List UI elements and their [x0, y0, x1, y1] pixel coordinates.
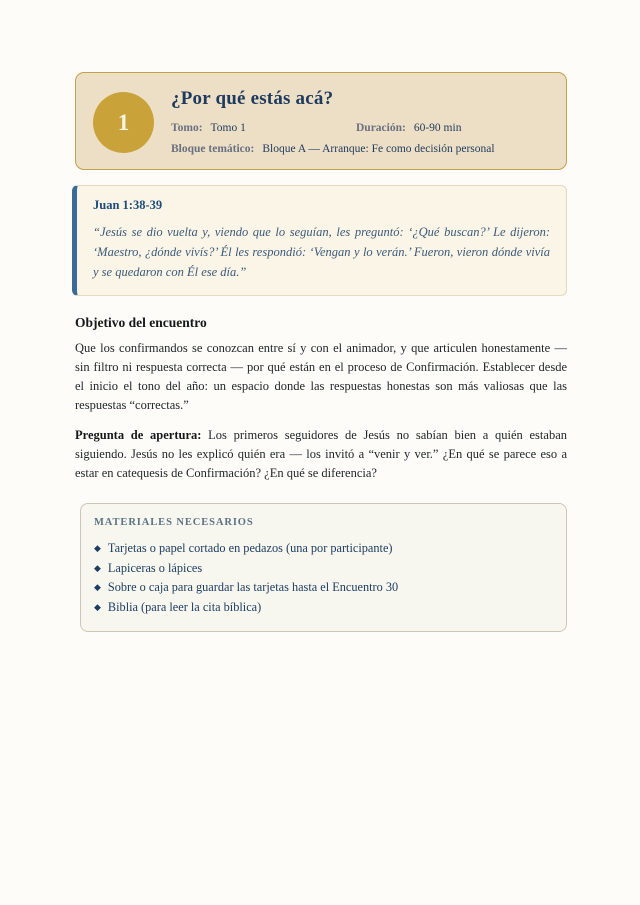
list-item	[94, 539, 550, 559]
scripture-quote-text: “Jesús se dio vuelta y, viendo que lo seguían, les preguntó: ‘¿Qué buscan?’ Le dijeron: ‘Maestro, ¿dónde vivís?’ Él les respondió: ‘Vengan y lo verán.’ Fueron, vieron dónde vivía y se quedaron con Él ese día.”	[93, 225, 550, 279]
meta-row-1	[171, 122, 548, 134]
diamond-bullet-icon: ◆	[94, 562, 101, 573]
materials-item-text: Lapiceras o lápices	[107, 560, 203, 575]
lesson-title: ¿Por qué estás acá?	[171, 88, 334, 109]
materials-item-text: Biblia (para leer la cita bíblica)	[107, 600, 262, 615]
list-item	[94, 578, 550, 598]
scripture-quote-box	[72, 185, 567, 296]
materials-heading: MATERIALES NECESARIOS	[94, 517, 254, 528]
bloque-label: Bloque temático:	[171, 143, 255, 155]
materials-item-text: Sobre o caja para guardar las tarjetas hasta el Encuentro 30	[107, 580, 399, 595]
lesson-number: 1	[117, 109, 130, 135]
opening-question-lead: Pregunta de apertura:	[75, 428, 202, 442]
opening-question-paragraph	[75, 426, 567, 483]
meta-tomo	[171, 122, 356, 134]
tomo-value: Tomo 1	[210, 122, 246, 134]
meta-row-2	[171, 143, 548, 155]
meta-duracion	[356, 122, 461, 134]
diamond-bullet-icon: ◆	[94, 602, 101, 613]
list-item	[94, 598, 550, 618]
list-item	[94, 559, 550, 579]
duracion-label: Duración:	[356, 122, 406, 134]
objective-body: Que los confirmandos se conozcan entre sí y con el animador, y que articulen honestamente — sin filtro ni respuesta correcta — por qué están en el proceso de Confirmación. Establecer desde el inicio el tono del año: un espacio donde las respuestas honestas son más valiosas que las respuestas “correctas.”	[75, 341, 567, 412]
scripture-reference: Juan 1:38-39	[93, 198, 163, 212]
objective-heading: Objetivo del encuentro	[75, 315, 207, 330]
opening-question-body: Los primeros seguidores de Jesús no sabían bien a quién estaban siguiendo. Jesús no les explicó quién era — los invitó a “venir y ver.” ¿En qué se parece eso a estar en catequesis de Confirmación? ¿En qué se diferencia?	[75, 428, 567, 480]
lesson-page	[75, 72, 567, 632]
bloque-value: Bloque A — Arranque: Fe como decisión personal	[262, 143, 495, 155]
materials-list	[94, 539, 550, 618]
duracion-value: 60-90 min	[413, 122, 462, 134]
lesson-number-badge	[93, 92, 154, 153]
lesson-header-card	[75, 72, 567, 170]
meta-bloque	[171, 143, 495, 155]
materials-item-text: Tarjetas o papel cortado en pedazos (una por participante)	[107, 541, 393, 555]
diamond-bullet-icon: ◆	[94, 582, 101, 593]
diamond-bullet-icon: ◆	[94, 543, 101, 553]
materials-box	[80, 503, 567, 632]
tomo-label: Tomo:	[171, 122, 203, 134]
